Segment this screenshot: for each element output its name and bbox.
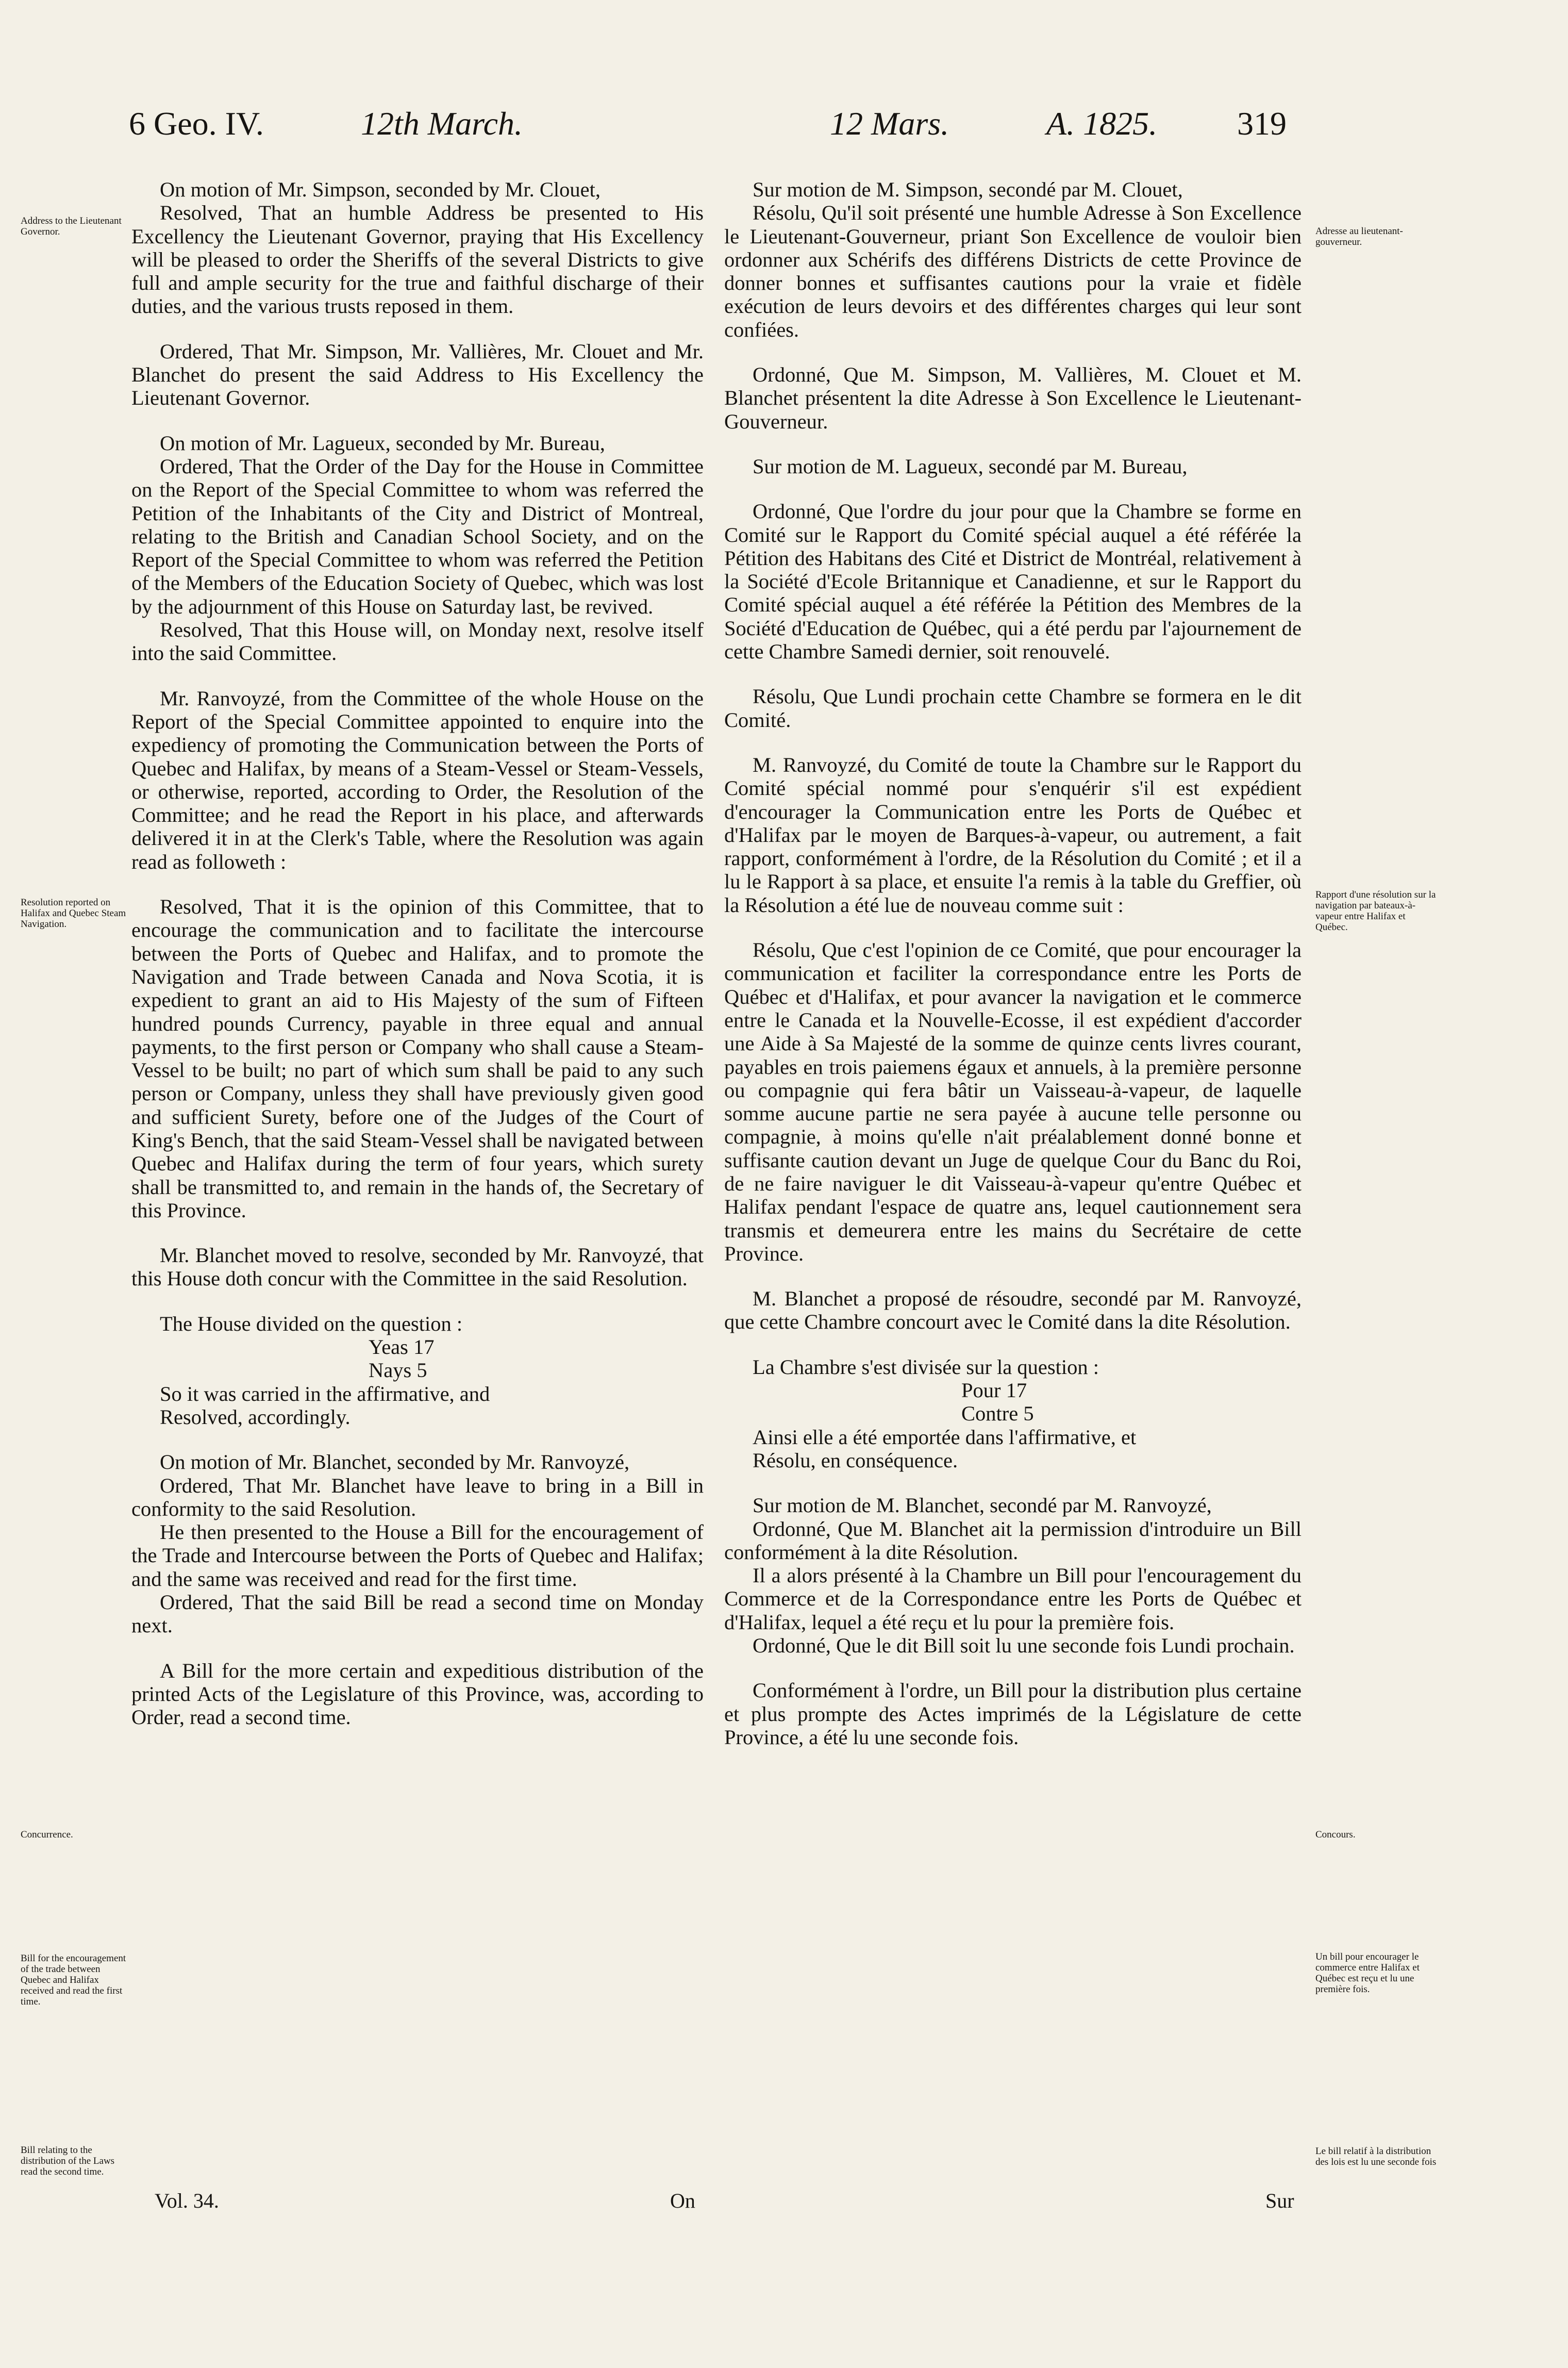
paragraph: Conformément à l'ordre, un Bill pour la distribution plus certaine et plus prompte des Actes imprimés de la Législature de cette Province, a été lu une seconde fois. xyxy=(724,1679,1302,1749)
paragraph: Resolved, That an humble Address be presented to His Excellency the Lieutenant Governor, praying that His Excellency will be pleased to order the Sheriffs of the several Districts to give full and ample security for the true and faithful discharge of their duties, and the various trusts reposed in them. xyxy=(131,201,704,318)
paragraph: Resolved, accordingly. xyxy=(160,1405,351,1429)
paragraph: Ordered, That the said Bill be read a second time on Monday next. xyxy=(131,1591,704,1637)
vote-contre: Contre 5 xyxy=(961,1402,1034,1426)
paragraph: Ordonné, Que l'ordre du jour pour que la Chambre se forme en Comité sur le Rapport du Comité spécial auquel a été référée la Pétition des Habitans des Cité et District de Montréal, relativement à la Société d'Ecole Britannique et Canadienne, et sur le Rapport du Comité spécial auquel a été référée la Pétition des Membres de la Société d'Education de Québec, qui a été perdu par l'ajournement de cette Chambre Samedi dernier, soit renouvelé. xyxy=(724,500,1302,664)
margin-note-address-en: Address to the Lieutenant Governor. xyxy=(21,216,122,237)
paragraph: Résolu, Qu'il soit présenté une humble Adresse à Son Excellence le Lieutenant-Gouverneur, priant Son Excellence de vouloir bien ordonner aux Schérifs des différens Districts de cette Province de donner bonnes et suffisantes cautions pour la vraie et fidèle exécution de leurs devoirs et des différentes charges qui leur sont confiées. xyxy=(724,201,1302,341)
margin-note-concurrence-fr: Concours. xyxy=(1315,1829,1356,1840)
vote-pour: Pour 17 xyxy=(961,1379,1027,1402)
vote-heading: The House divided on the question : xyxy=(160,1312,463,1335)
paragraph: M. Ranvoyzé, du Comité de toute la Chambre sur le Rapport du Comité spécial nommé pour s'enquérir s'il est expédient d'encourager la Communication entre les Ports de Québec et d'Halifax par le moyen de Barques-à-vapeur, ou autrement, a fait rapport, conformément à l'ordre, de la Résolution du Comité ; et il a lu le Rapport à sa place, et ensuite l'a remis à la table du Greffier, où la Résolution a été lue de nouveau comme suit : xyxy=(724,753,1302,917)
reign-heading: 6 Geo. IV. xyxy=(129,105,264,142)
paragraph: M. Blanchet a proposé de résoudre, secondé par M. Ranvoyzé, que cette Chambre concourt avec le Comité dans la dite Résolution. xyxy=(724,1287,1302,1334)
margin-note-bill-trade-en: Bill for the encouragement of the trade between Quebec and Halifax received and read the first time. xyxy=(21,1953,126,2007)
paragraph: So it was carried in the affirmative, and xyxy=(160,1382,490,1405)
catchword-fr: Sur xyxy=(1265,2189,1294,2212)
margin-note-bill-trade-fr: Un bill pour encourager le commerce entre Halifax et Québec est reçu et lu une première fois. xyxy=(1315,1951,1420,1995)
margin-note-bill-laws-en: Bill relating to the distribution of the Laws read the second time. xyxy=(21,2145,115,2177)
vote-nays: Nays 5 xyxy=(369,1359,427,1382)
paragraph: Ordered, That Mr. Blanchet have leave to bring in a Bill in conformity to the said Resolution. xyxy=(131,1473,704,1520)
paragraph: Mr. Blanchet moved to resolve, seconded by Mr. Ranvoyzé, that this House doth concur with the Committee in the said Resolution. xyxy=(131,1244,704,1290)
paragraph: On motion of Mr. Lagueux, seconded by Mr. Bureau, xyxy=(160,431,605,455)
date-heading-fr: 12 Mars. xyxy=(830,105,949,142)
paragraph: Resolved, That this House will, on Monday next, resolve itself into the said Committee. xyxy=(131,618,704,665)
paragraph: Résolu, Que Lundi prochain cette Chambre se formera en le dit Comité. xyxy=(724,685,1302,732)
catchword-en: On xyxy=(670,2189,695,2212)
paragraph: Resolved, That it is the opinion of this Committee, that to encourage the communication and to facilitate the intercourse between the Ports of Quebec and Halifax, and to promote the Navigation and Trade between Canada and Nova Scotia, it is expedient to grant an aid to His Majesty of the sum of Fifteen hundred pounds Currency, payable in three equal and annual payments, to the first person or Company who shall cause a Steam-Vessel to be built; no part of which sum shall be paid to any such person or Company, unless they shall have previously given good and sufficient Surety, before one of the Judges of the Court of King's Bench, that the said Steam-Vessel shall be navigated between Quebec and Halifax during the term of four years, which surety shall be transmitted to, and remain in the hands of, the Secretary of this Province. xyxy=(131,895,704,1222)
paragraph: Il a alors présenté à la Chambre un Bill pour l'encouragement du Commerce et de la Correspondance entre les Ports de Québec et d'Halifax, lequel a été reçu et lu pour la première fois. xyxy=(724,1564,1302,1634)
volume-footer: Vol. 34. xyxy=(155,2189,219,2212)
paragraph: Ordonné, Que le dit Bill soit lu une seconde fois Lundi prochain. xyxy=(753,1634,1295,1658)
date-heading-en: 12th March. xyxy=(361,105,523,142)
paragraph: Sur motion de M. Simpson, secondé par M. Clouet, xyxy=(753,178,1183,201)
paragraph: Ordonné, Que M. Simpson, M. Vallières, M. Clouet et M. Blanchet présentent la dite Adresse à Son Excellence le Lieutenant-Gouverneur. xyxy=(724,363,1302,433)
french-column xyxy=(724,178,1302,1749)
paragraph: On motion of Mr. Blanchet, seconded by Mr. Ranvoyzé, xyxy=(160,1450,630,1474)
margin-note-bill-laws-fr: Le bill relatif à la distribution des lois est lu une seconde fois xyxy=(1315,2146,1437,2167)
paragraph: A Bill for the more certain and expeditious distribution of the printed Acts of the Legislature of this Province, was, according to Order, read a second time. xyxy=(131,1659,704,1729)
year-heading: A. 1825. xyxy=(1046,105,1158,142)
page-number: 319 xyxy=(1237,105,1287,142)
vote-heading: La Chambre s'est divisée sur la question : xyxy=(753,1355,1099,1379)
english-column xyxy=(131,178,704,1729)
paragraph: Sur motion de M. Lagueux, secondé par M. Bureau, xyxy=(753,454,1188,478)
paragraph: Ainsi elle a été emportée dans l'affirmative, et xyxy=(753,1425,1137,1449)
margin-note-concurrence-en: Concurrence. xyxy=(21,1829,73,1840)
paragraph: Résolu, Que c'est l'opinion de ce Comité, que pour encourager la communication et faciliter la correspondance entre les Ports de Québec et d'Halifax, et pour avancer la navigation et le commerce entre le Canada et la Nouvelle-Ecosse, il est expédient d'accorder une Aide à Sa Majesté de la somme de quinze cents livres courant, payables en trois paiemens égaux et annuels, à la première personne ou compagnie qui fera bâtir un Vaisseau-à-vapeur, de laquelle somme aucune partie ne sera payée à aucune telle personne ou compagnie, à moins qu'elle n'ait préalablement donné bonne et suffisante caution devant un Juge de quelque Cour du Banc du Roi, de ne faire naviguer le dit Vaisseau-à-vapeur qu'entre Québec et Halifax pendant l'espace de quatre ans, lequel cautionnement sera transmis et demeurera entre les mains du Secrétaire de cette Province. xyxy=(724,938,1302,1265)
paragraph: Résolu, en conséquence. xyxy=(753,1448,958,1472)
paragraph: He then presented to the House a Bill for the encouragement of the Trade and Intercourse between the Ports of Quebec and Halifax; and the same was received and read for the first time. xyxy=(131,1520,704,1591)
margin-note-resolution-en: Resolution reported on Halifax and Quebec Steam Navigation. xyxy=(21,897,126,930)
paragraph: Mr. Ranvoyzé, from the Committee of the whole House on the Report of the Special Committee appointed to enquire into the expediency of promoting the Communication between the Ports of Quebec and Halifax, by means of a Steam-Vessel or Steam-Vessels, or otherwise, reported, according to Order, the Resolution of the Committee; and he read the Report in his place, and afterwards delivered it in at the Clerk's Table, where the Resolution was again read as followeth : xyxy=(131,686,704,873)
paragraph: Sur motion de M. Blanchet, secondé par M. Ranvoyzé, xyxy=(753,1494,1212,1517)
paragraph: Ordered, That the Order of the Day for the House in Committee on the Report of the Special Committee to whom was referred the Petition of the Inhabitants of the City and District of Montreal, relating to the British and Canadian School Society, and on the Report of the Special Committee to whom was referred the Petition of the Members of the Education Society of Quebec, which was lost by the adjournment of this House on Saturday last, be revived. xyxy=(131,454,704,618)
paragraph: Ordonné, Que M. Blanchet ait la permission d'introduire un Bill conformément à la dite Résolution. xyxy=(724,1517,1302,1564)
margin-note-resolution-fr: Rapport d'une résolution sur la navigation par bateaux-à-vapeur entre Halifax et Québec. xyxy=(1315,889,1436,933)
vote-yeas: Yeas 17 xyxy=(369,1335,435,1359)
paragraph: On motion of Mr. Simpson, seconded by Mr. Clouet, xyxy=(160,178,600,201)
margin-note-address-fr: Adresse au lieutenant-gouverneur. xyxy=(1315,226,1403,247)
paragraph: Ordered, That Mr. Simpson, Mr. Vallières, Mr. Clouet and Mr. Blanchet do present the said Address to His Excellency the Lieutenant Governor. xyxy=(131,339,704,410)
